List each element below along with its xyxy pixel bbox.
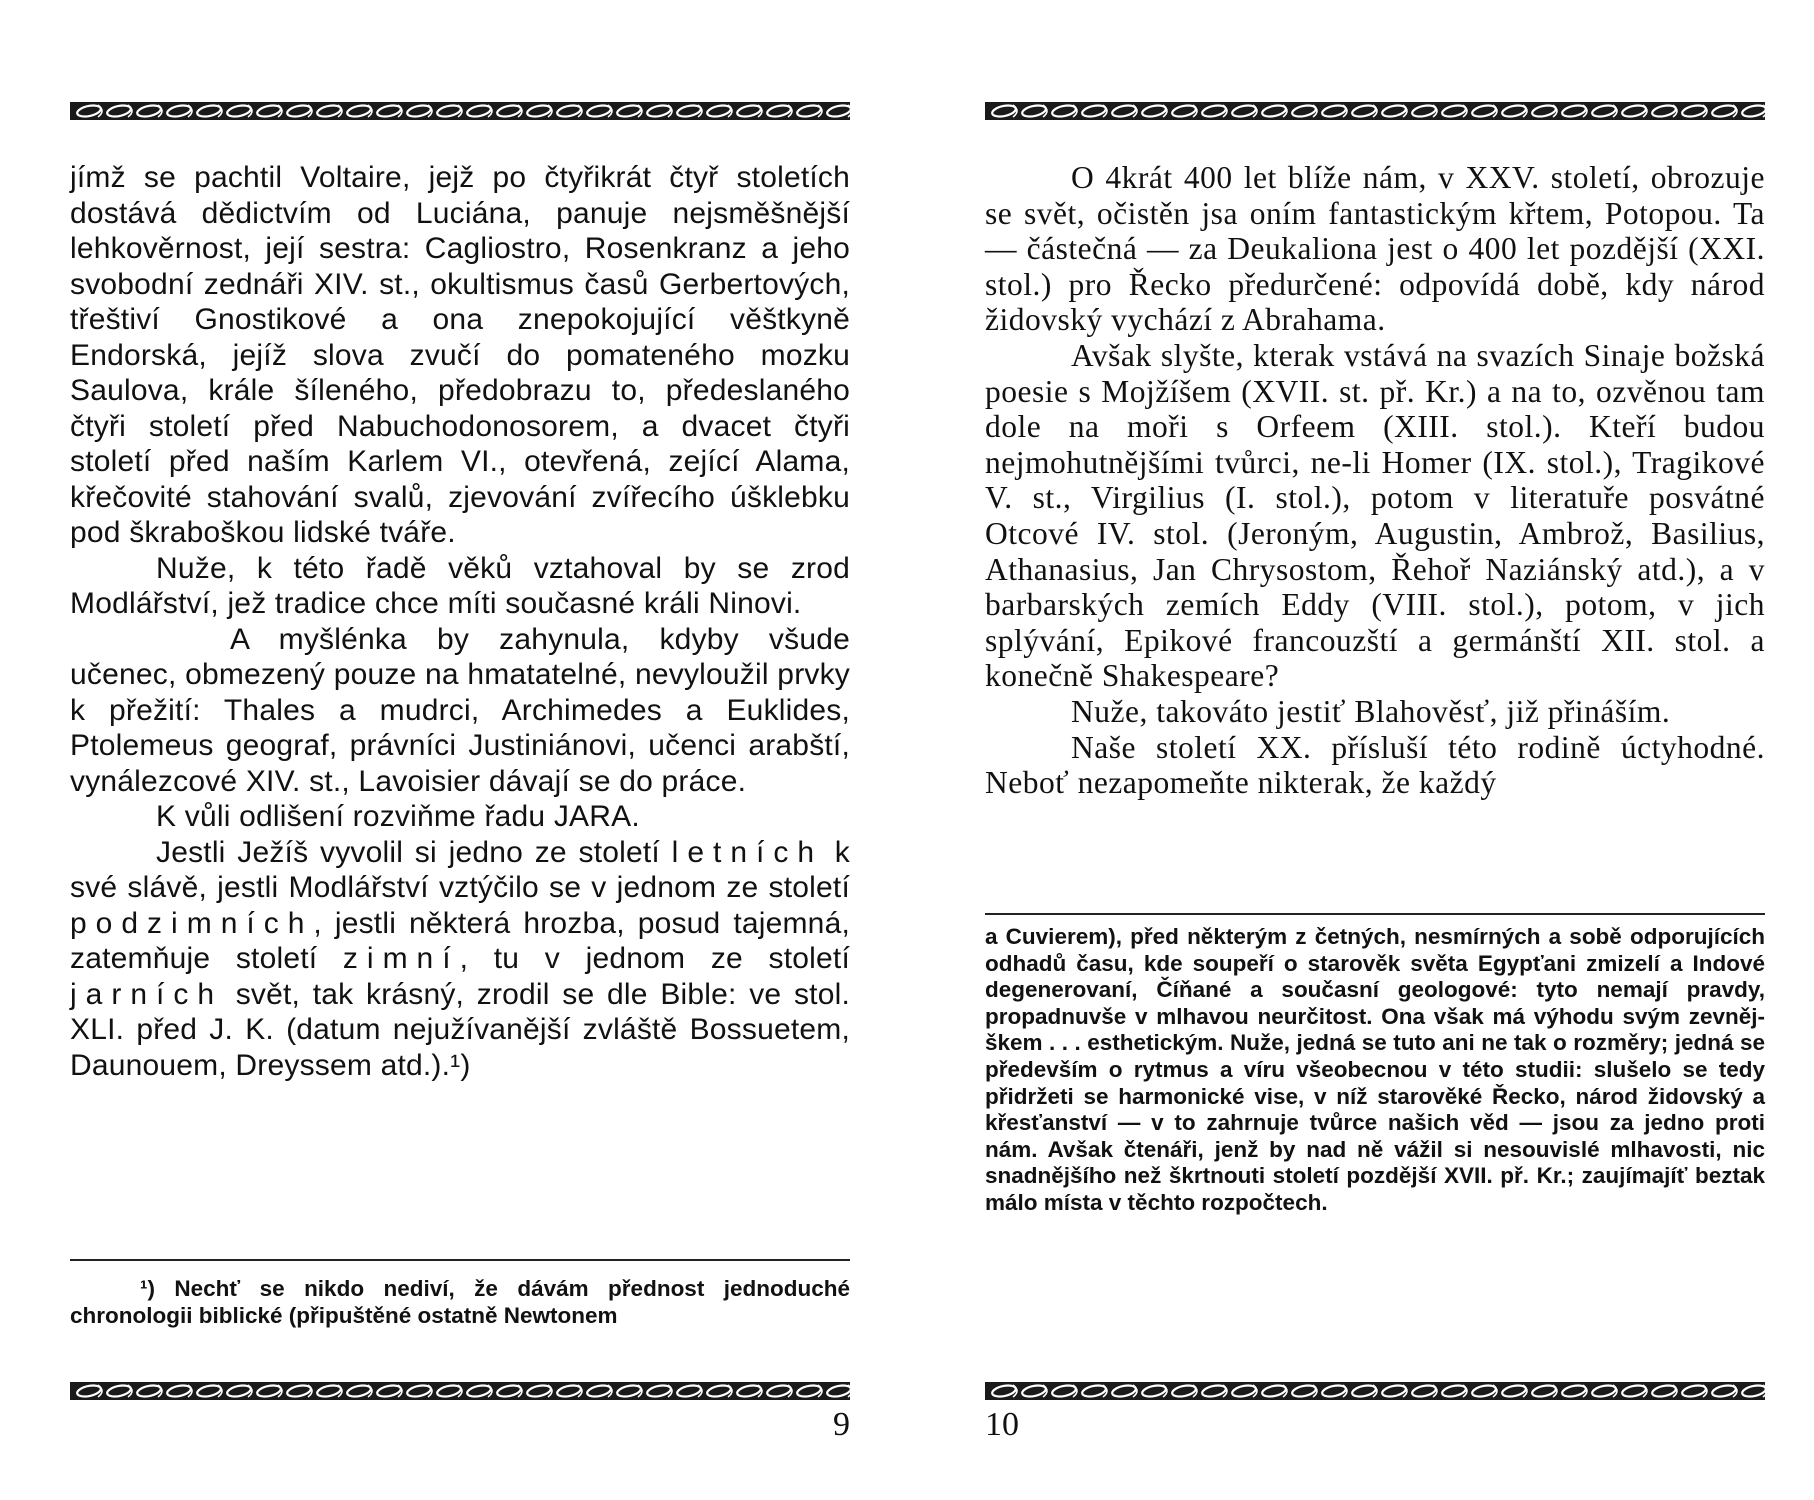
spaced-word-letnich: letních <box>671 835 824 869</box>
chain-ornament <box>70 1380 850 1402</box>
left-paragraph-1: jímž se pachtil Voltaire, jejž po čtyřikrát čtyř stoletích dostává dědictvím od Luciána, panuje nejsměšnější lehkověrnost, její sestra: Cagliostro, Rosenkranz a jeho svobodní zednáři XIV. st., okultismus časů Gerbertových, třeštiví Gnostikové a ona znepokojující věštkyně Endorská, jejíž slova zvučí do pomateného mozku Saulova, krále šíleného, předobrazu to, předeslaného čtyři století před Nabuchodonosorem, a dvacet čtyři století před naším Karlem VI., otevřená, zející Alama, křečovité stahování svalů, zjevování zvířecího úšklebku pod škraboškou lidské tváře. <box>70 161 850 549</box>
right-page <box>985 0 1765 1500</box>
top-ornament-band <box>70 100 850 122</box>
bottom-ornament-band <box>70 1380 850 1402</box>
spaced-word-jarnich: jarních <box>70 977 224 1011</box>
text-run: Jestli Ježíš vyvolil si jedno ze století <box>156 835 672 869</box>
left-footnote <box>70 1276 850 1329</box>
right-paragraph-1: O 4krát 400 let blíže nám, v XXV. století, obrozuje se svět, očistěn jsa oním fantastickým křtem, Potopou. Ta — částečná — za Deukaliona jest o 400 let pozdější (XXI. stol.) pro Řecko předurčené: odpovídá době, kdy národ židovský vychází z Abrahama. <box>985 160 1765 338</box>
left-footnote-text: ¹) Nechť se nikdo nediví, že dávám přednost jednoduché chronologii biblické (připuštěné ostatně Newtonem <box>70 1276 850 1328</box>
spaced-word-podzimnich: podzimních <box>70 906 314 940</box>
right-footnote: a Cuvierem), před některým z četných, nesmírných a sobě odporujících odhadů času, kde soupeří o starověk světa Egypťani zmizelí a Indové degenerovaní, Číňané a současní geologové: tyto nemají pravdy, propadnuvše v mlhavou neurčitost. Ona však má výhodu svým zevnějškem . . . esthetickým. Nuže, jedná se tuto ani ne tak o rozměry; jedná se především o rytmus a víru všeobecnou v této studii: slušelo se tedy přidržeti se harmonické vise, v níž starověké Řecko, národ židovský a křesťanství — v to zahrnuje tvůrce našich věd — jsou za jedno proti nám. Avšak čtenáři, jenž by nad ně vážil si nesouvislé mlhavosti, nic snadnějšího než škrtnouti století pozdější XVII. př. Kr.; zaujímajíť beztak málo místa v těchto rozpočtech. <box>985 924 1765 1215</box>
right-paragraph-2: Avšak slyšte, kterak vstává na svazích Sinaje božská poesie s Mojžíšem (XVII. st. př. Kr.) a na to, ozvěnou tam dole na moři s Orfeem (XIII. stol.). Kteří budou nejmohutnějšími tvůrci, ne-li Homer (IX. stol.), Tragikové V. st., Virgilius (I. stol.), potom v literatuře posvátné Otcové IV. stol. (Jeroným, Augustin, Ambrož, Basilius, Athanasius, Jan Chrysostom, Řehoř Naziánský atd.), a v barbarských zemích Eddy (VIII. stol.), potom, v jich splývání, Epikové francouzští a germánští XII. stol. a konečně Shakespeare? <box>985 337 1765 694</box>
bottom-ornament-band <box>985 1380 1765 1402</box>
text-run: k své slávě, jestli Modlářství vztýčilo se v jednom ze století <box>70 835 850 904</box>
left-paragraph-2: Nuže, k této řadě věků vztahoval by se zrod Modlářství, jež tradice chce míti současné králi Ninovi. <box>70 551 850 620</box>
page-number: 10 <box>985 1406 1019 1443</box>
right-paragraph-4: Naše století XX. přísluší této rodině úctyhodné. Neboť nezapomeňte nikterak, že každý <box>985 729 1765 801</box>
chain-ornament <box>985 100 1765 122</box>
spaced-word-zimni: zimní <box>342 942 460 975</box>
footnote-rule <box>985 913 1765 915</box>
page-number: 9 <box>833 1406 850 1443</box>
chain-ornament <box>70 100 850 122</box>
right-body-text <box>985 160 1765 801</box>
left-page <box>70 0 850 1500</box>
footnote-rule <box>70 1259 850 1261</box>
top-ornament-band <box>985 100 1765 122</box>
right-paragraph-3: Nuže, takováto jestiť Blahověsť, již přináším. <box>1071 693 1671 729</box>
left-body-text <box>70 160 850 1083</box>
chain-ornament <box>985 1380 1765 1402</box>
text-run: , tu v jednom ze století <box>459 942 850 975</box>
left-paragraph-4: K vůli odlišení rozviňme řadu JARA. <box>156 800 640 833</box>
left-paragraph-5 <box>70 835 850 1084</box>
text-run: svět, tak krásný, zrodil se dle Bible: ve stol. XLI. před J. K. (datum nejužívanější zvláště Bossuetem, Daunouem, Dreyssem atd.).¹) <box>70 977 850 1082</box>
left-paragraph-3: A myšlénka by zahynula, kdyby všude učenec, obmezený pouze na hmatatelné, nevyloužil prvky k přežití: Thales a mudrci, Archimedes a Euklides, Ptolemeus geograf, právníci Justiniánovi, učenci arabští, vynálezcové XIV. st., Lavoisier dávají se do práce. <box>70 622 850 798</box>
text-run: , jestli některá hrozba, posud tajemná, zatemňuje století <box>70 906 850 975</box>
